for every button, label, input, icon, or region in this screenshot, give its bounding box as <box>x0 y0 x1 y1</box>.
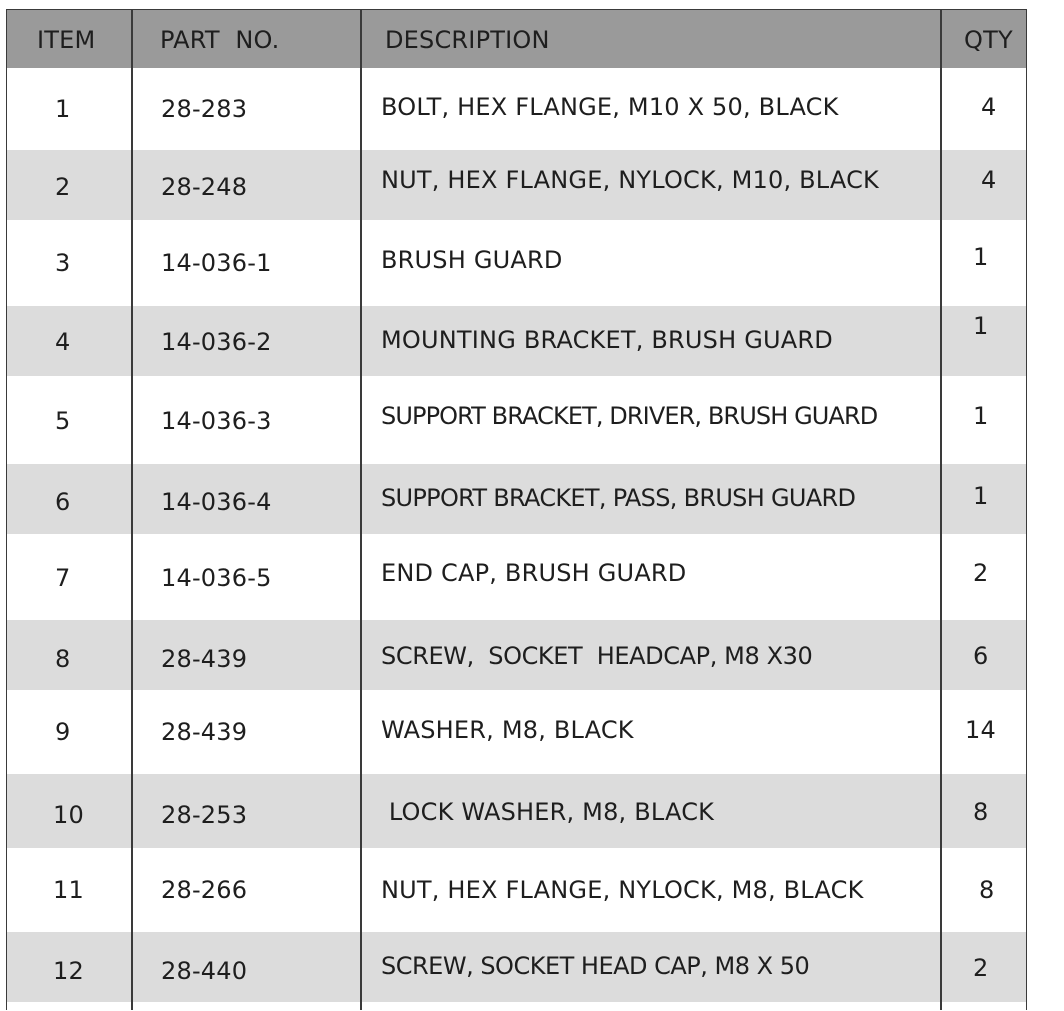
row-description: NUT, HEX FLANGE, NYLOCK, M10, BLACK <box>381 166 879 194</box>
row-item: 3 <box>55 249 71 277</box>
row-item: 12 <box>53 957 84 985</box>
row-qty: 4 <box>981 166 997 194</box>
row-item: 4 <box>55 328 71 356</box>
row-description: NUT, HEX FLANGE, NYLOCK, M8, BLACK <box>381 876 864 904</box>
column-divider <box>940 10 942 1010</box>
row-part-no: 14-036-1 <box>161 249 272 277</box>
row-part-no: 28-283 <box>161 95 248 123</box>
header-qty: QTY <box>964 26 1013 54</box>
row-qty: 8 <box>973 798 989 826</box>
row-qty: 1 <box>973 243 989 271</box>
table-row <box>7 68 1026 150</box>
table-row <box>7 932 1026 1002</box>
table-row <box>7 220 1026 306</box>
row-part-no: 14-036-5 <box>161 564 272 592</box>
row-item: 7 <box>55 564 71 592</box>
parts-table <box>6 9 1027 1010</box>
row-description: SCREW, SOCKET HEAD CAP, M8 X 50 <box>381 952 810 980</box>
header-description: DESCRIPTION <box>385 26 550 54</box>
table-header-row <box>7 10 1026 69</box>
row-qty: 6 <box>973 642 989 670</box>
header-part-no: PART NO. <box>160 26 280 54</box>
row-item: 5 <box>55 407 71 435</box>
row-description: MOUNTING BRACKET, BRUSH GUARD <box>381 326 833 354</box>
row-item: 8 <box>55 645 71 673</box>
table-row <box>7 848 1026 932</box>
row-qty: 4 <box>981 93 997 121</box>
row-part-no: 28-253 <box>161 801 248 829</box>
column-divider <box>360 10 362 1010</box>
table-row <box>7 620 1026 690</box>
row-item: 2 <box>55 173 71 201</box>
row-part-no: 14-036-3 <box>161 407 272 435</box>
row-item: 9 <box>55 718 71 746</box>
table-row <box>7 690 1026 774</box>
row-description: SUPPORT BRACKET, PASS, BRUSH GUARD <box>381 484 856 512</box>
row-part-no: 28-439 <box>161 645 248 673</box>
row-qty: 2 <box>973 559 989 587</box>
row-part-no: 28-440 <box>161 957 248 985</box>
row-item: 6 <box>55 488 71 516</box>
row-part-no: 14-036-2 <box>161 328 272 356</box>
table-row <box>7 464 1026 534</box>
row-description: BRUSH GUARD <box>381 246 563 274</box>
row-qty: 8 <box>979 876 995 904</box>
row-qty: 14 <box>965 716 996 744</box>
table-row <box>7 376 1026 464</box>
row-qty: 1 <box>973 482 989 510</box>
row-part-no: 14-036-4 <box>161 488 272 516</box>
row-qty: 1 <box>973 402 989 430</box>
row-part-no: 28-439 <box>161 718 248 746</box>
row-qty: 2 <box>973 954 989 982</box>
row-item: 10 <box>53 801 84 829</box>
row-description: BOLT, HEX FLANGE, M10 X 50, BLACK <box>381 93 839 121</box>
table-row <box>7 150 1026 220</box>
row-part-no: 28-248 <box>161 173 248 201</box>
header-item: ITEM <box>37 26 96 54</box>
table-row <box>7 774 1026 848</box>
table-row <box>7 534 1026 620</box>
row-description: END CAP, BRUSH GUARD <box>381 559 687 587</box>
row-description: SCREW, SOCKET HEADCAP, M8 X30 <box>381 642 813 670</box>
row-item: 11 <box>53 876 84 904</box>
row-qty: 1 <box>973 312 989 340</box>
row-description: SUPPORT BRACKET, DRIVER, BRUSH GUARD <box>381 402 878 430</box>
row-description: LOCK WASHER, M8, BLACK <box>381 798 715 826</box>
row-part-no: 28-266 <box>161 876 248 904</box>
row-description: WASHER, M8, BLACK <box>381 716 634 744</box>
row-item: 1 <box>55 95 71 123</box>
table-row <box>7 306 1026 376</box>
column-divider <box>131 10 133 1010</box>
